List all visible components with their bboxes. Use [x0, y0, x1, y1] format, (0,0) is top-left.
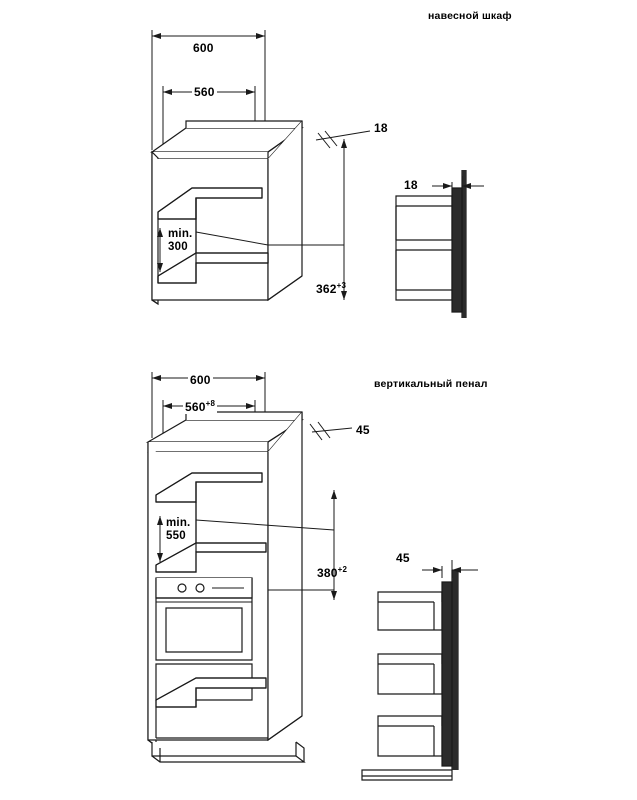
label-bottom-outer-width: 600: [190, 373, 211, 387]
bottom-side-view-drawing: [362, 560, 478, 780]
label-bottom-panel-thickness: 45: [356, 423, 370, 437]
label-bottom-inner-width-value: 560: [185, 400, 206, 414]
label-top-niche-height: [316, 281, 346, 296]
label-bottom-inner-width: [183, 399, 217, 414]
label-top-min-depth: [168, 228, 192, 254]
label-bottom-min-value: 550: [166, 530, 186, 542]
label-top-min-value: 300: [168, 241, 188, 253]
label-bottom-niche-height-value: 380: [317, 566, 338, 580]
top-cabinet-drawing: [152, 30, 370, 304]
label-top-niche-height-value: 362: [316, 282, 337, 296]
label-wall-cabinet-title: навесной шкаф: [428, 10, 512, 22]
label-top-niche-height-tol: +3: [336, 281, 347, 290]
label-top-side-thickness: 18: [404, 178, 418, 192]
label-top-panel-thickness: 18: [374, 121, 388, 135]
label-top-inner-width: 560: [194, 85, 215, 99]
label-tall-unit-title: вертикальный пенал: [374, 378, 488, 390]
top-side-view-drawing: [396, 170, 484, 318]
label-bottom-niche-height: [317, 565, 347, 580]
label-top-outer-width: 600: [193, 41, 214, 55]
label-bottom-side-thickness: 45: [396, 551, 410, 565]
label-top-min-word: min.: [168, 228, 193, 240]
label-bottom-inner-width-tol: +8: [205, 399, 216, 408]
label-bottom-min-depth: [166, 517, 190, 543]
label-bottom-min-word: min.: [166, 517, 191, 529]
label-bottom-niche-height-tol: +2: [337, 565, 348, 574]
